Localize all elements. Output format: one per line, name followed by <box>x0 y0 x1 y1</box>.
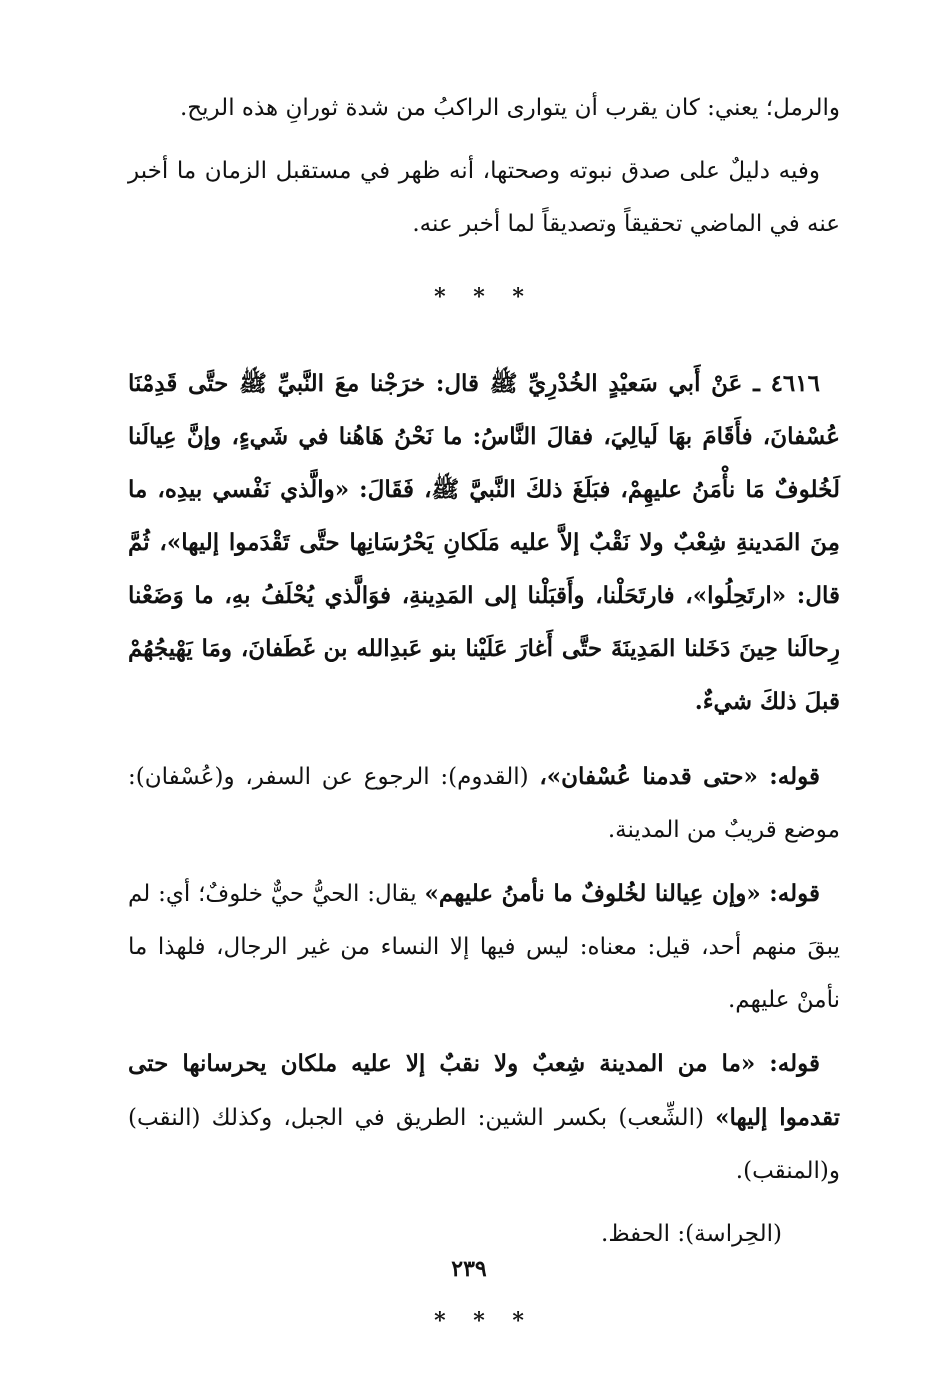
commentary-shib <box>128 1037 840 1198</box>
paragraph-wind-explanation: والرمل؛ يعني: كان يقرب أن يتوارى الراكبُ من شدة ثورانِ هذه الريح. <box>179 95 840 121</box>
commentary-hirasa: (الحِراسة): الحفظ. <box>601 1221 782 1247</box>
commentary-explanation: (الشِّعب) بكسر الشين: الطريق في الجبل، وكذلك (النقب) و(المنقب). <box>128 1105 840 1184</box>
section-separator: * * * <box>434 284 534 310</box>
page-body <box>128 82 840 1341</box>
commentary-explanation: يقال: الحيُّ حيٌّ خلوفٌ؛ أي: لم يبقَ منهم أحد، قيل: معناه: ليس فيها إلا النساء من غير الرجال، فلهذا ما نأمنْ عليهم. <box>128 881 840 1013</box>
commentary-usfan <box>128 750 840 857</box>
commentary-quote: قوله: «ما من المدينة شِعبٌ ولا نقبٌ إلا عليه ملكان يحرسانها حتى تقدموا إليها» <box>128 1050 841 1131</box>
hadith-text: ٤٦١٦ ـ عَنْ أَبي سَعيْدٍ الخُدْرِيِّ ﷺ قال: خرَجْنا معَ النَّبيِّ ﷺ حتَّى قَدِمْنَا عُسْفانَ، فأَقَامَ بهَا لَيالِيَ، فقالَ النَّاسُ: ما نَحْنُ هَاهُنا في شَيءٍ، وإنَّ عِيالَنا لَخُلوفٌ مَا نأْمَنُ عليهِمْ، فبَلَغَ ذلكَ النَّبيَّ ﷺ، فَقَالَ: «والَّذي نَفْسي بيدِه، ما مِنَ المَدينةِ شِعْبٌ ولا نَقْبٌ إلاَّ عليه مَلَكانِ يَحْرُسَانِها حتَّى تَقْدَموا إليها»، ثُمَّ قال: «ارتَحِلُوا»، فارتَحَلْنا، وأَقبَلْنا إلى المَدِينةِ، فوَالَّذي يُحْلَفُ بهِ، ما وَضَعْنا رِحالَنا حِينَ دَخَلنا المَدِينَةَ حتَّى أَغارَ عَلَيْنا بنو عَبدِالله بن غَطَفانَ، ومَا يَهْيجُهُمْ قبلَ ذلكَ شيءٌ. <box>128 370 840 715</box>
paragraph-prophecy-proof: وفيه دليلٌ على صدق نبوته وصحتها، أنه ظهر في مستقبل الزمان ما أخبر عنه في الماضي تحقيقاً وتصديقاً لما أخبر عنه. <box>128 158 840 237</box>
page-number: ٢٣٩ <box>451 1256 487 1282</box>
commentary-quote: قوله: «وإن عِيالنا لخُلوفٌ ما نأمنُ عليهم» <box>424 880 820 907</box>
commentary-quote: قوله: «حتى قدمنا عُسْفان»، <box>539 763 821 790</box>
section-separator: * * * <box>434 1308 534 1334</box>
commentary-khuluf <box>128 867 840 1027</box>
commentary-explanation: (القدوم): الرجوع عن السفر، و(عُسْفان): موضع قريبٌ من المدينة. <box>128 764 840 843</box>
